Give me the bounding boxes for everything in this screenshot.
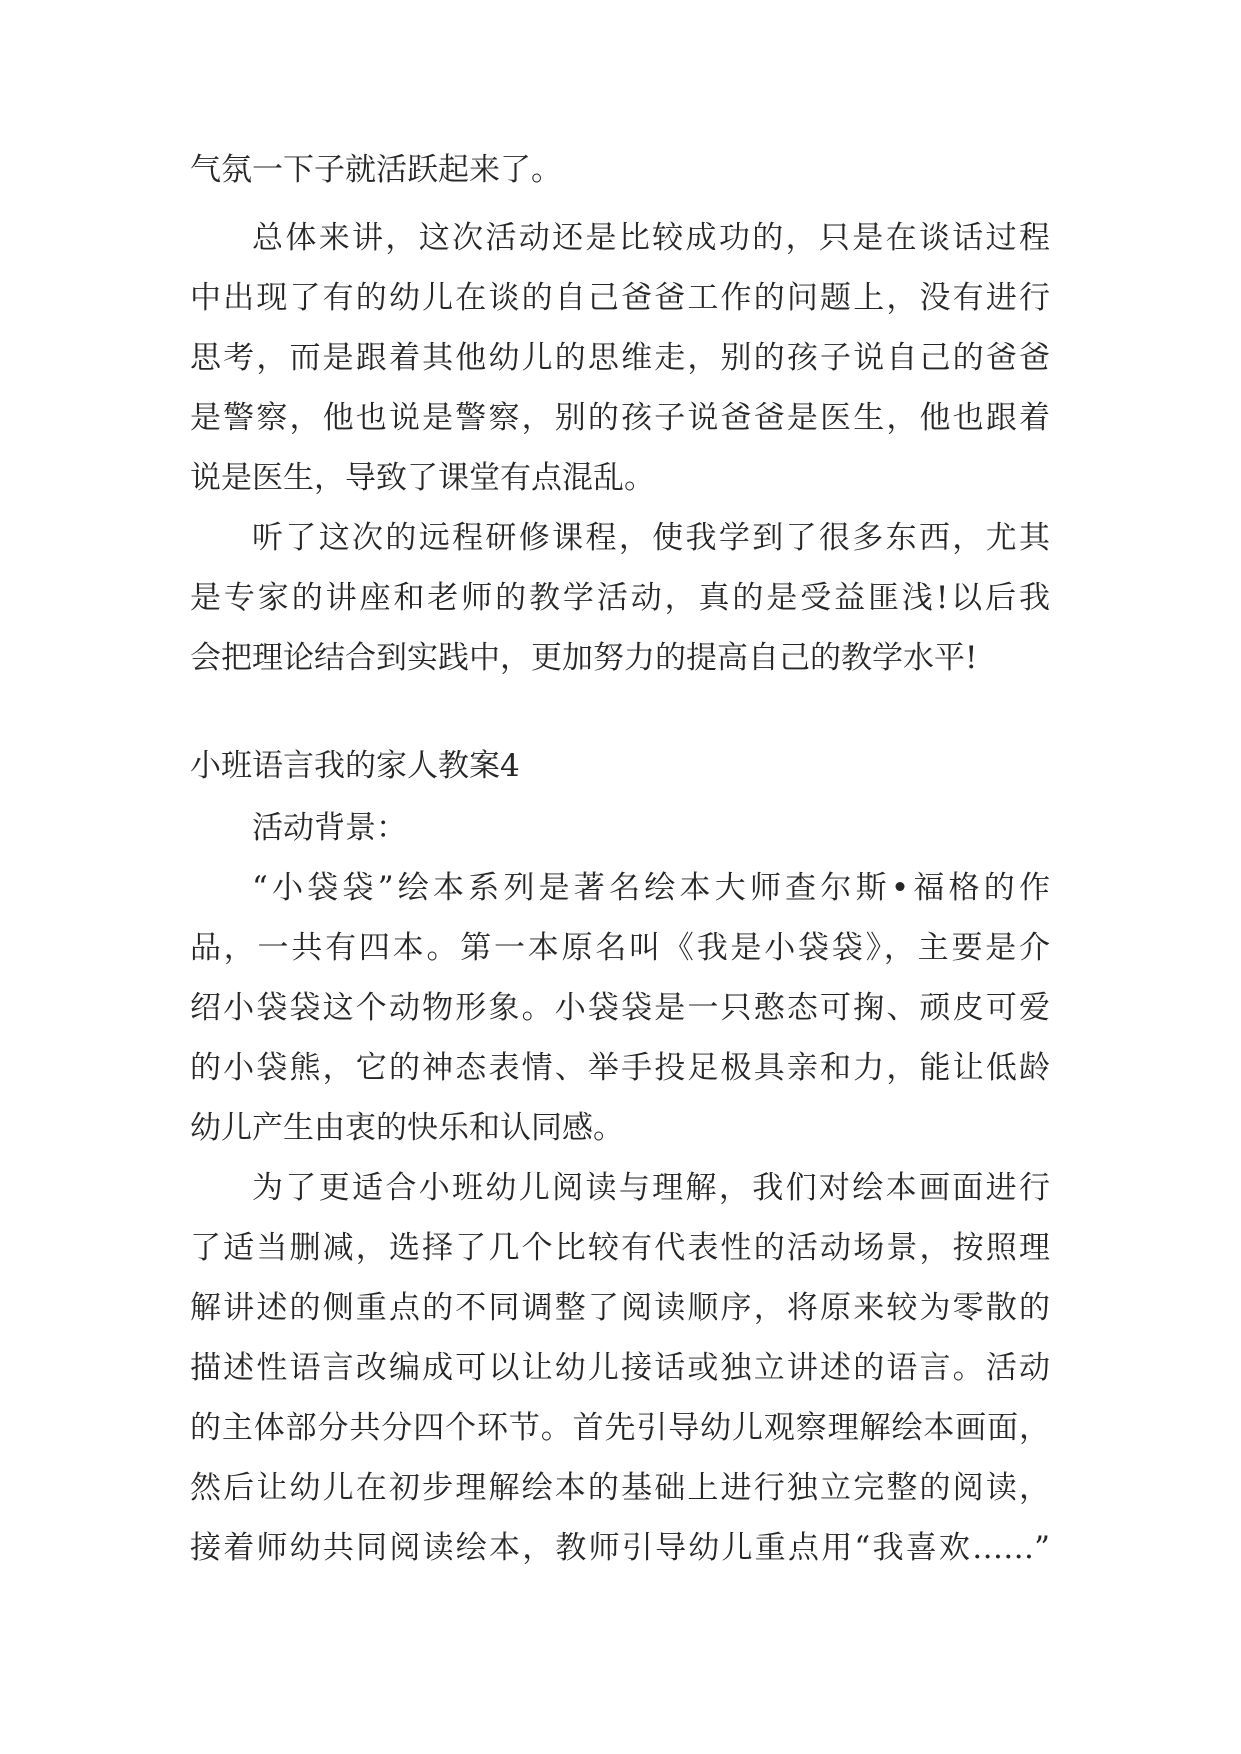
paragraph-line: 总体来讲，这次活动还是比较成功的，只是在谈话过程 — [252, 220, 1050, 256]
paragraph-line: 然后让幼儿在初步理解绘本的基础上进行独立完整的阅读， — [190, 1470, 1050, 1506]
paragraph-line: 说是医生，导致了课堂有点混乱。 — [190, 460, 655, 496]
paragraph-line: 会把理论结合到实践中，更加努力的提高自己的教学水平! — [190, 640, 978, 676]
paragraph-line: 解讲述的侧重点的不同调整了阅读顺序，将原来较为零散的 — [190, 1290, 1050, 1326]
paragraph-line: 为了更适合小班幼儿阅读与理解，我们对绘本画面进行 — [252, 1170, 1050, 1206]
paragraph-line: 的主体部分共分四个环节。首先引导幼儿观察理解绘本画面， — [190, 1410, 1050, 1446]
paragraph-line: 中出现了有的幼儿在谈的自己爸爸工作的问题上，没有进行 — [190, 280, 1050, 316]
paragraph-line: 气氛一下子就活跃起来了。 — [190, 152, 562, 188]
paragraph-line: 的小袋熊，它的神态表情、举手投足极具亲和力，能让低龄 — [190, 1050, 1050, 1086]
paragraph-line: “小袋袋”绘本系列是著名绘本大师查尔斯•福格的作 — [252, 870, 1050, 906]
paragraph-line: 幼儿产生由衷的快乐和认同感。 — [190, 1110, 624, 1146]
paragraph-line: 绍小袋袋这个动物形象。小袋袋是一只憨态可掬、顽皮可爱 — [190, 990, 1050, 1026]
paragraph-line: 描述性语言改编成可以让幼儿接话或独立讲述的语言。活动 — [190, 1350, 1050, 1386]
paragraph-line: 听了这次的远程研修课程，使我学到了很多东西，尤其 — [252, 520, 1050, 556]
paragraph-line: 了适当删减，选择了几个比较有代表性的活动场景，按照理 — [190, 1230, 1050, 1266]
section-title: 小班语言我的家人教案4 — [190, 748, 520, 784]
paragraph-line: 是警察，他也说是警察，别的孩子说爸爸是医生，他也跟着 — [190, 400, 1050, 436]
subheading: 活动背景： — [252, 810, 407, 846]
paragraph-line: 思考，而是跟着其他幼儿的思维走，别的孩子说自己的爸爸 — [190, 340, 1050, 376]
paragraph-line: 品，一共有四本。第一本原名叫《我是小袋袋》，主要是介 — [190, 930, 1050, 966]
paragraph-line: 接着师幼共同阅读绘本，教师引导幼儿重点用“我喜欢……” — [190, 1530, 1050, 1566]
paragraph-line: 是专家的讲座和老师的教学活动，真的是受益匪浅!以后我 — [190, 580, 1050, 616]
